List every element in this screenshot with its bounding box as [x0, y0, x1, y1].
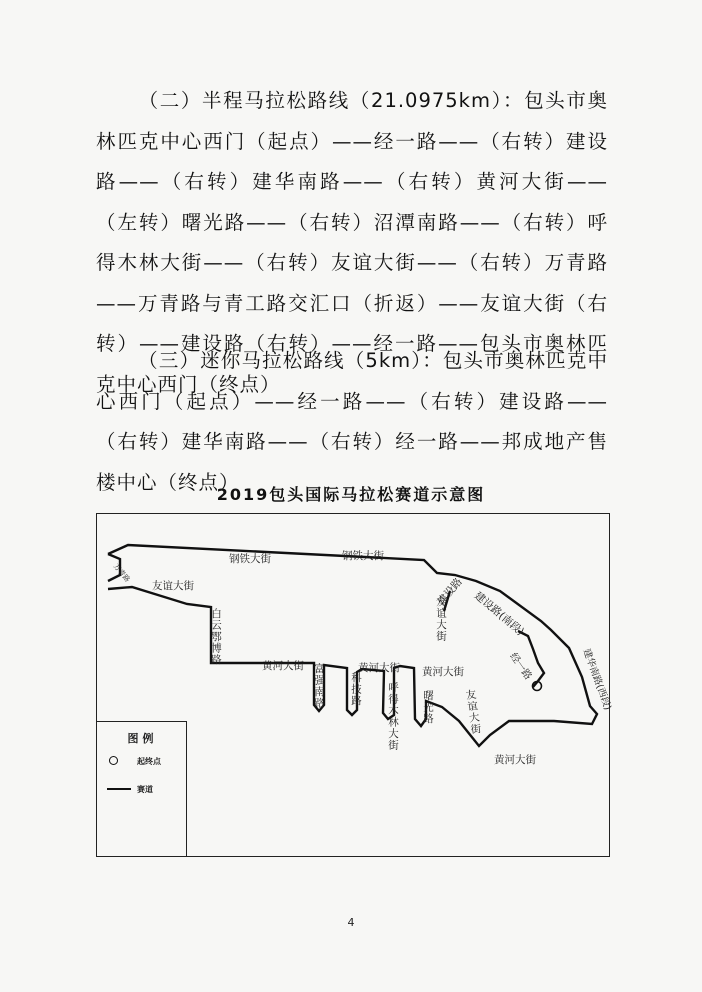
street-label-jianhua: 建华南路(西段) — [580, 647, 613, 712]
route-legend-icon — [107, 788, 131, 790]
legend-title: 图例 — [127, 732, 158, 745]
street-label-jianshe-1: 建设路 — [435, 575, 465, 608]
street-label-huanghe-3: 黄河大街 — [422, 666, 464, 678]
street-label-baiyun: 白云鄂博路 — [210, 608, 222, 666]
street-label-jingyi: 经一路 — [507, 651, 534, 683]
street-label-youyi-3: 友谊大街 — [435, 596, 447, 642]
page-number: 4 — [347, 916, 355, 929]
start-finish-legend-icon — [109, 756, 118, 765]
legend-route-label: 赛道 — [137, 785, 153, 794]
map-title: 2019包头国际马拉松赛道示意图 — [216, 485, 486, 504]
map-legend — [96, 721, 187, 857]
street-label-huanghe-4: 黄河大街 — [494, 754, 536, 766]
street-label-shuguang: 曙光路 — [422, 690, 434, 725]
street-label-gangtie-1: 钢铁大街 — [229, 553, 271, 565]
street-label-jianshe-2: 建设路(南段) — [471, 589, 527, 638]
mini-marathon-paragraph — [96, 341, 608, 503]
street-label-huanghe-2: 黄河大街 — [358, 662, 400, 674]
route-line — [108, 545, 597, 746]
street-label-hudemulin: 呼得木林大街 — [387, 682, 399, 751]
street-label-gangtie-2: 钢铁大街 — [342, 550, 384, 562]
street-label-fuqiang: 富强南路 — [313, 663, 325, 709]
street-label-keji: 科技路 — [350, 672, 362, 707]
mini-marathon-text: （三）迷你马拉松路线（5km）：包头市奥林匹克中心西门（起点）——经一路——（右转）建设路——（右转）建华南路——（右转）经一路——邦成地产售楼中心（终点） — [96, 349, 608, 494]
street-label-youyi-2: 友谊大街 — [463, 688, 483, 736]
half-marathon-text: （二）半程马拉松路线（21.0975km）：包头市奥林匹克中心西门（起点）——经一路——（右转）建设路——（右转）建华南路——（右转）黄河大街——（左转）曙光路——（右转）沼潭南路——（右转）呼得木林大街——（右转）友谊大街——（右转）万青路——万青路与青工路交汇口（折返）——友谊大街（右转）——建设路（右转）——经一路——包头市奥林匹克中心西门（终点） — [96, 89, 608, 396]
street-label-youyi: 友谊大街 — [152, 580, 194, 592]
street-label-small-left: 万青路 — [111, 562, 132, 584]
street-label-huanghe-1: 黄河大街 — [262, 660, 304, 672]
legend-start-finish-label: 起终点 — [137, 757, 161, 766]
